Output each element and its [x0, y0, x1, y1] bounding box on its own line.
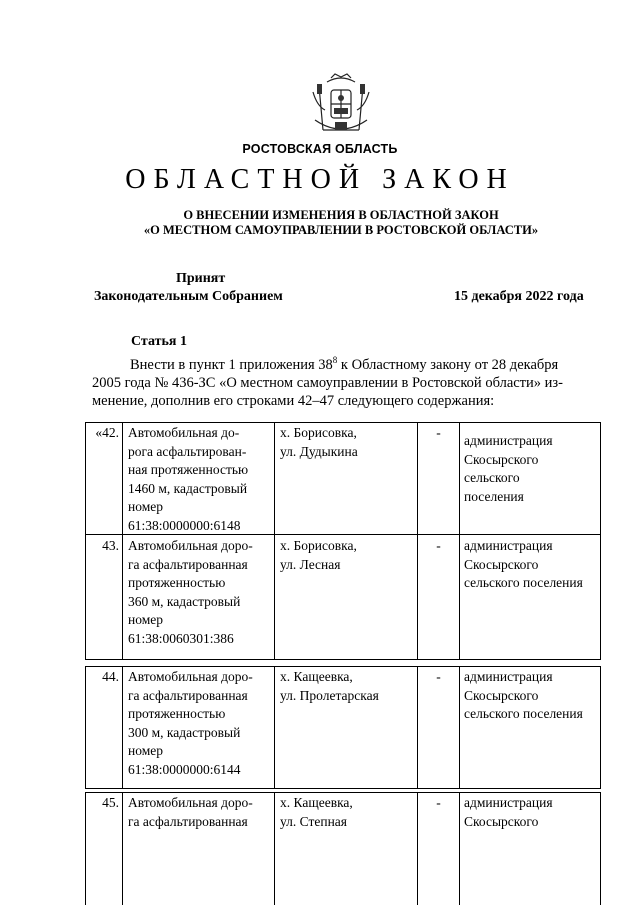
owner-cell [459, 666, 601, 789]
row-number: 44. [102, 669, 119, 684]
owner-cell [459, 422, 601, 535]
road-text-line: рога асфальтирован- [128, 443, 247, 459]
dash-cell: - [417, 422, 459, 535]
road-text-line: 61:38:0060301:386 [128, 630, 234, 646]
road-text-line: протяженностью [128, 575, 226, 590]
road-location [274, 422, 417, 535]
owner-cell [459, 792, 601, 905]
table-row [85, 792, 601, 905]
place-text-line: ул. Лесная [280, 556, 341, 572]
owner-text-line: Скосырского [464, 451, 539, 467]
row-number: «42. [95, 425, 119, 440]
adoption-date: 15 декабря 2022 года [454, 289, 584, 304]
body-line: менение, дополнив его строками 42–47 следующего содержания: [92, 393, 495, 409]
road-description [122, 422, 274, 535]
body-line: Внести в пункт 1 приложения $38^8$ к Областному закону от 28 декабря [130, 355, 559, 373]
dash-cell: - [417, 666, 459, 789]
place-text-line: х. Кащеевка, [280, 669, 353, 684]
region-name: РОСТОВСКАЯ ОБЛАСТЬ [242, 142, 398, 156]
road-text-line: Автомобильная до- [128, 425, 240, 440]
adopted-by: Законодательным Собранием [94, 289, 283, 304]
owner-text-line: Скосырского [464, 687, 539, 703]
road-text-line: га асфальтированная [128, 813, 248, 829]
owner-text-line: сельского поселения [464, 575, 583, 590]
place-text-line: х. Борисовка, [280, 425, 357, 440]
road-text-line: протяженностью [128, 706, 226, 721]
road-description [122, 792, 274, 905]
law-title [0, 208, 640, 238]
road-location [274, 792, 417, 905]
body-line: 2005 года № 436-ЗС «О местном самоуправлении в Ростовской области» из- [92, 375, 563, 391]
owner-text-line: Скосырского [464, 556, 539, 572]
place-text-line: ул. Степная [280, 813, 348, 829]
owner-text-line: поселения [464, 488, 524, 504]
law-title-line: О ВНЕСЕНИИ ИЗМЕНЕНИЯ В ОБЛАСТНОЙ ЗАКОН [183, 208, 499, 222]
owner-text-line: сельского [464, 470, 520, 485]
road-text-line: ная протяженностью [128, 462, 249, 477]
road-text-line: Автомобильная доро- [128, 795, 253, 810]
table-row [85, 422, 601, 535]
table-row [85, 666, 601, 789]
owner-text-line: Скосырского [464, 813, 539, 829]
owner-text-line: администрация [464, 669, 553, 684]
place-text-line: х. Кащеевка, [280, 795, 353, 810]
owner-text-line: администрация [464, 433, 553, 448]
dash-cell: - [417, 792, 459, 905]
road-text-line: га асфальтированная [128, 556, 248, 572]
place-text-line: х. Борисовка, [280, 538, 357, 553]
owner-cell [459, 535, 601, 660]
road-text-line: номер [128, 612, 164, 627]
road-text-line: номер [128, 743, 164, 758]
road-description [122, 666, 274, 789]
adopted-label: Принят [176, 271, 226, 286]
road-text-line: га асфальтированная [128, 687, 248, 703]
coat-of-arms-emblem [305, 72, 377, 144]
road-text-line: 300 м, кадастровый [128, 724, 241, 740]
law-type-title: ОБЛАСТНОЙ ЗАКОН [125, 164, 515, 195]
road-text-line: 1460 м, кадастровый [128, 480, 248, 496]
table-row [85, 535, 601, 660]
owner-text-line: администрация [464, 795, 553, 810]
road-description [122, 535, 274, 660]
row-number: 45. [102, 795, 119, 810]
road-text-line: Автомобильная доро- [128, 538, 253, 553]
road-location [274, 535, 417, 660]
article-body [92, 356, 596, 410]
place-text-line: ул. Пролетарская [280, 687, 379, 703]
article-heading: Статья 1 [131, 334, 187, 349]
place-text-line: ул. Дудыкина [280, 443, 358, 459]
law-title-line: «О МЕСТНОМ САМОУПРАВЛЕНИИ В РОСТОВСКОЙ ОБЛАСТИ» [143, 223, 539, 237]
owner-text-line: сельского поселения [464, 706, 583, 721]
road-text-line: 360 м, кадастровый [128, 593, 241, 609]
dash-cell: - [417, 535, 459, 660]
owner-text-line: администрация [464, 538, 553, 553]
road-text-line: 61:38:0000000:6144 [128, 761, 241, 777]
road-text-line: 61:38:0000000:6148 [128, 517, 241, 533]
row-number: 43. [102, 538, 119, 553]
road-location [274, 666, 417, 789]
road-text-line: номер [128, 499, 164, 514]
road-text-line: Автомобильная доро- [128, 669, 253, 684]
